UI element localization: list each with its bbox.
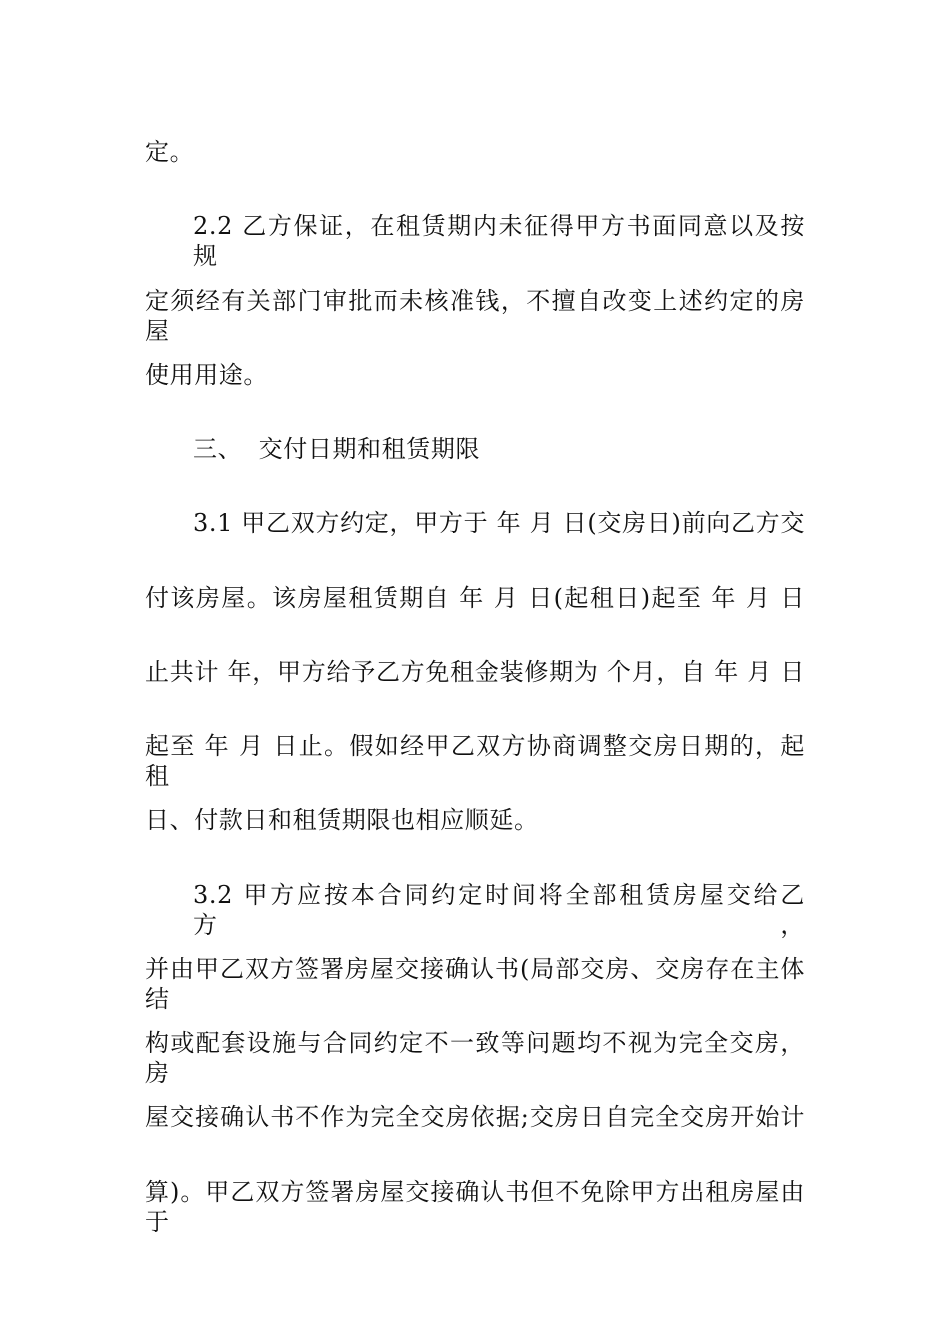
text-line: 算)。甲乙双方签署房屋交接确认书但不免除甲方出租房屋由于 xyxy=(145,1178,805,1236)
text-line: 屋交接确认书不作为完全交房依据;交房日自完全交房开始计 xyxy=(145,1103,805,1131)
text-line: 3.1 甲乙双方约定，甲方于 年 月 日(交房日)前向乙方交 xyxy=(193,509,805,537)
text-line: 定。 xyxy=(145,138,195,166)
text-line: 止共计 年，甲方给予乙方免租金装修期为 个月，自 年 月 日 xyxy=(145,658,805,686)
text-line: 日、付款日和租赁期限也相应顺延。 xyxy=(145,806,539,834)
text-line: 2.2 乙方保证，在租赁期内未征得甲方书面同意以及按规 xyxy=(193,212,805,270)
text-line: 定须经有关部门审批而未核准钱，不擅自改变上述约定的房屋 xyxy=(145,287,805,345)
text-line: 并由甲乙双方签署房屋交接确认书(局部交房、交房存在主体结 xyxy=(145,955,805,1013)
text-line: 构或配套设施与合同约定不一致等问题均不视为完全交房，房 xyxy=(145,1029,805,1087)
section-heading: 三、 交付日期和租赁期限 xyxy=(193,435,481,463)
text-line: 3.2 甲方应按本合同约定时间将全部租赁房屋交给乙方， xyxy=(193,881,805,939)
text-line: 起至 年 月 日止。假如经甲乙双方协商调整交房日期的，起租 xyxy=(145,732,805,790)
text-line: 付该房屋。该房屋租赁期自 年 月 日(起租日)起至 年 月 日 xyxy=(145,584,805,612)
text-line: 使用用途。 xyxy=(145,361,268,389)
